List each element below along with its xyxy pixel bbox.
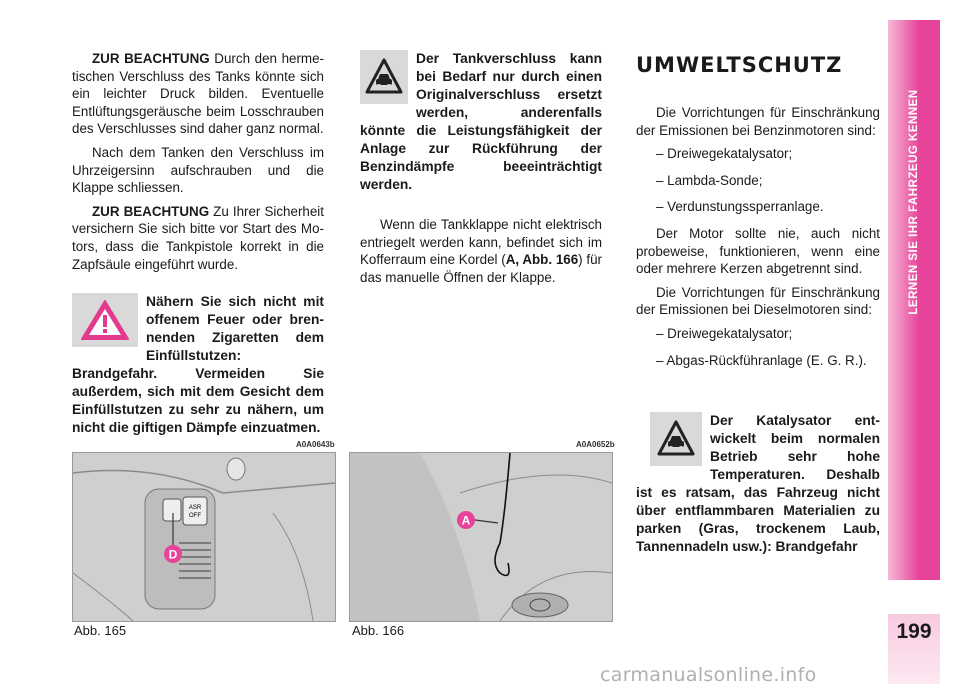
paragraph: Der Motor sollte nie, auch nicht probeweise, funktionieren, wenn eine oder mehrere Kerzen abgetrennt sind. — [636, 225, 880, 277]
callout-a: A — [461, 513, 471, 528]
watermark: carmanualsonline.info — [600, 664, 817, 686]
paragraph: Die Vorrichtungen für Einschränkung der Emissionen bei Benzinmotoren sind: — [636, 105, 880, 138]
figure-code: A0A0652b — [576, 440, 615, 449]
figure-caption: Abb. 165 — [74, 623, 127, 638]
car-hazard-icon — [650, 412, 702, 466]
section-title: UMWELTSCHUTZ — [636, 53, 843, 77]
off-label: OFF — [189, 513, 201, 519]
figure-166 — [349, 452, 613, 622]
paragraph: Nach dem Tanken den Verschluss im Uhrzeigersinn aufschrauben und die Klappe schliessen. — [72, 144, 324, 196]
paragraph-text: Durch den hermetischen Verschluss des Tanks könnte sich ein leichter Druck bilden. Eventuelle Entlüftungsgeräusche beim Losschrauben des Verschlusses sind daher ganz normal. — [72, 51, 324, 137]
column-left — [72, 50, 324, 437]
note-lead: ZUR BEACHTUNG — [92, 203, 210, 219]
page-number: 199 — [888, 614, 940, 684]
paragraph — [72, 203, 324, 273]
list-item: – Verdunstungssperranlage. — [656, 199, 824, 215]
paragraph-text: Zu Ihrer Sicherheit versichern Sie sich bitte vor Start des Motors, dass die Tankpistole korrekt in die Zapfsäule eingeführt wurde. — [72, 203, 324, 272]
list-item: – Dreiwegekatalysator; — [656, 325, 793, 341]
dashboard-illustration — [73, 453, 335, 621]
note-text: Der Katalysator entwickelt beim normalen Betrieb sehr hohe Temperaturen. Deshalb ist es ratsam, das Fahrzeug nicht über entflammbaren Materialien zu parken (Gras, trockenem Laub, Tannennadeln usw.): Brandgefahr — [636, 413, 880, 555]
list-item: – Dreiwegekatalysator; — [656, 146, 793, 162]
car-hazard-icon — [360, 50, 408, 104]
figure-code: A0A0643b — [296, 440, 335, 449]
fire-warning — [72, 293, 324, 437]
asr-label: ASR — [188, 505, 202, 511]
column-right — [636, 104, 880, 556]
paragraph: Die Vorrichtungen für Einschränkung der Emissionen bei Dieselmotoren sind: — [636, 284, 880, 318]
paragraph-text: ) für das manuelle Öffnen der Klappe. — [360, 252, 602, 285]
list-item: – Abgas-Rückführanlage (E. G. R.). — [656, 352, 867, 368]
warning-triangle-icon — [72, 293, 138, 347]
fuel-cap-note — [360, 50, 602, 194]
paragraph-text: Wenn die Tankklappe nicht elektrisch entriegelt werden kann, befindet sich im Kofferraum eine Kordel ( — [360, 217, 602, 268]
note-lead: ZUR BEACHTUNG — [92, 51, 210, 66]
figure-reference: A, Abb. 166 — [505, 252, 579, 268]
figure-caption: Abb. 166 — [352, 623, 405, 638]
paragraph — [360, 216, 602, 286]
warning-text: Nähern Sie sich nicht mit offenem Feuer oder brennenden Zigaretten dem Einfüllstutzen: Brandgefahr. Vermeiden Sie außerdem, sich mit dem Gesicht dem Einfüllstutzen zu sehr zu nähern, um nicht die giftigen Dämpfe einzuatmen. — [72, 294, 324, 436]
chapter-title: LERNEN SIE IHR FAHRZEUG KENNEN — [908, 89, 920, 315]
callout-d: D — [168, 547, 178, 562]
paragraph — [72, 50, 324, 138]
list-item: – Lambda-Sonde; — [656, 172, 763, 188]
figure-165 — [72, 452, 336, 622]
note-text: Der Tankverschluss kann bei Bedarf nur durch einen Originalverschluss ersetzt werden, anderenfalls könnte die Leistungsfähigkeit der Anlage zur Rückführung der Benzindämpfe beeeinträchtigt werden. — [360, 51, 602, 192]
trunk-illustration — [350, 453, 612, 621]
catalyst-note — [636, 412, 880, 556]
column-middle — [360, 50, 602, 292]
